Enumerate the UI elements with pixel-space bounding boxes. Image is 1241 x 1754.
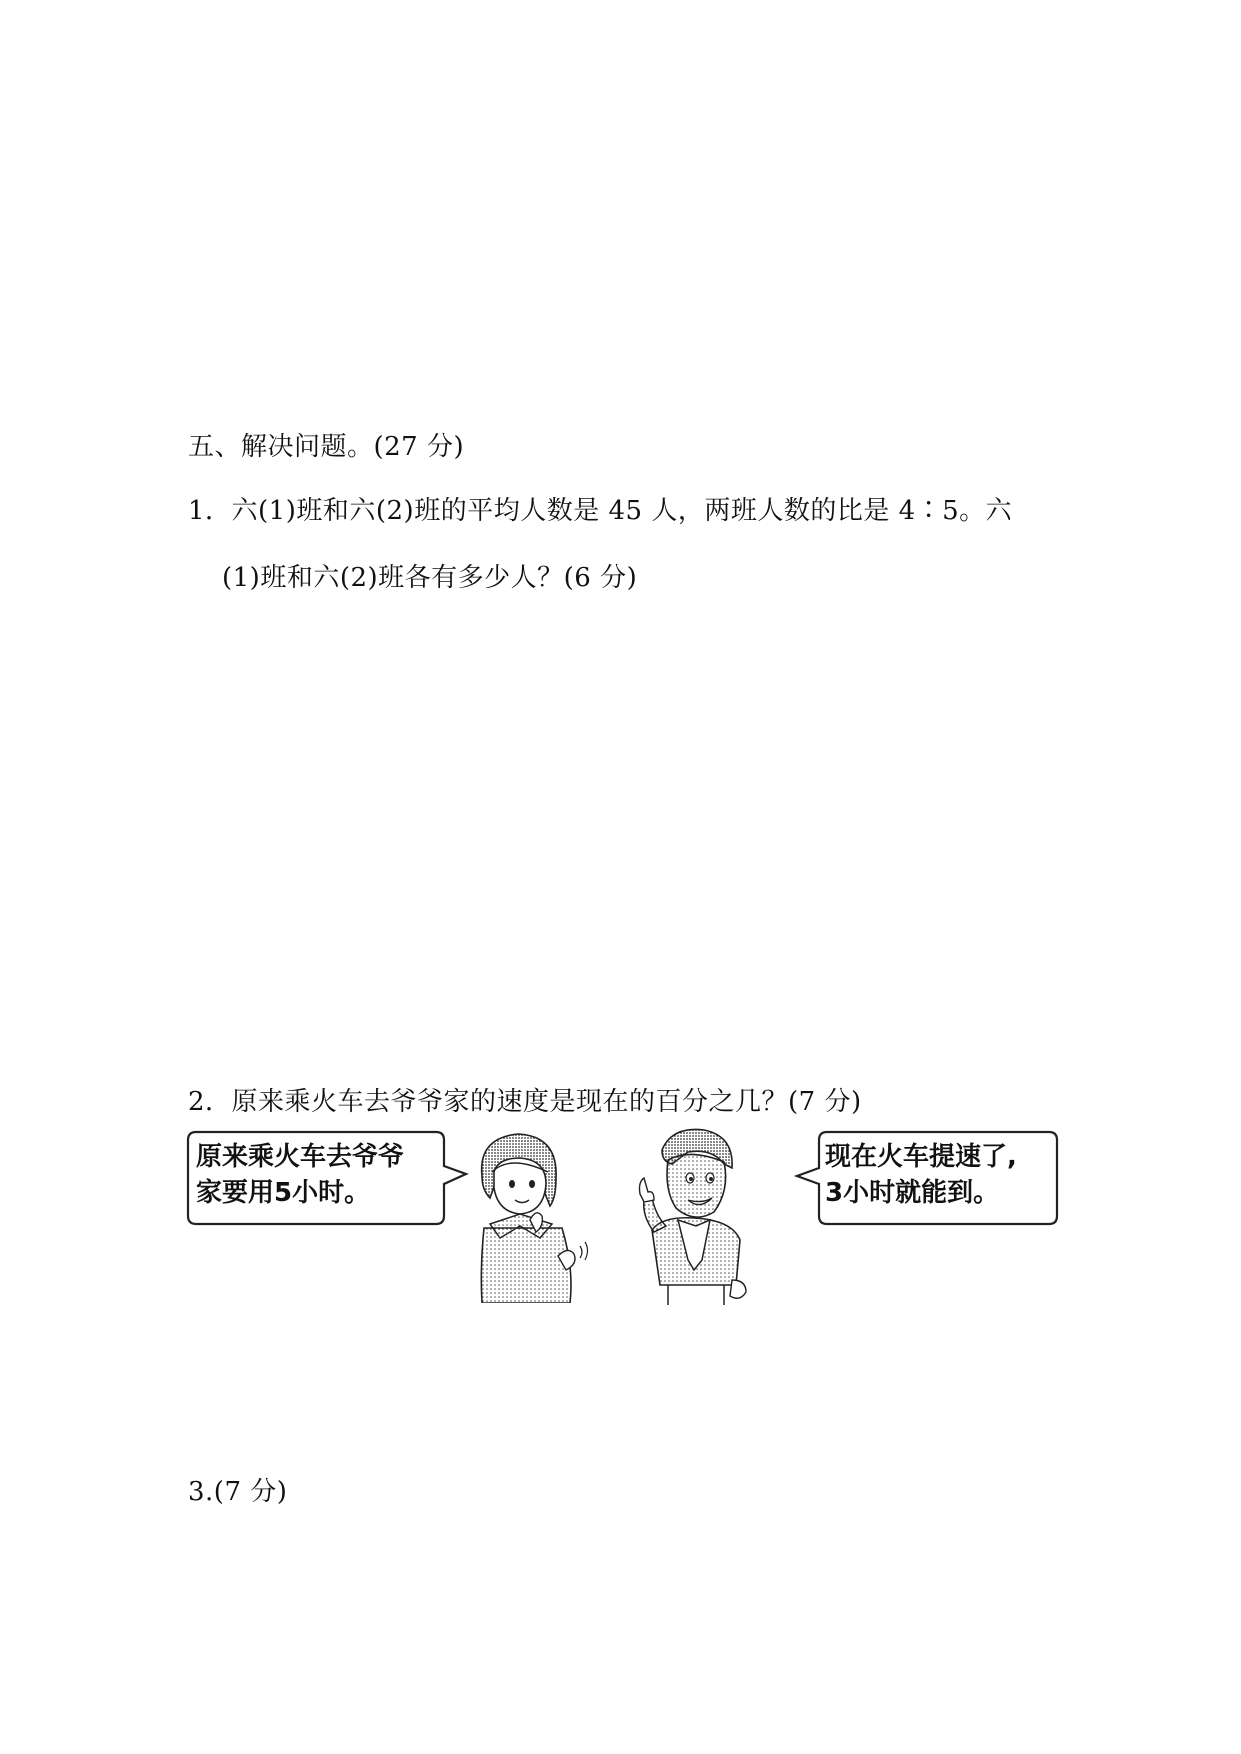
girl-bubble-line-2: 家要用5小时。 — [196, 1178, 371, 1208]
question-3-text: 3.(7 分) — [188, 1477, 288, 1507]
boy-speech-bubble — [795, 1130, 1059, 1226]
question-1-line-1: 1．六(1)班和六(2)班的平均人数是 45 人，两班人数的比是 4∶5。六 — [188, 496, 1013, 526]
boy-bubble-line-2: 3小时就能到。 — [825, 1178, 1000, 1208]
girl-speech-bubble — [186, 1130, 466, 1226]
girl-illustration — [470, 1128, 600, 1303]
question-1-line-2: (1)班和六(2)班各有多少人？(6 分) — [222, 563, 638, 593]
section-heading: 五、解决问题。(27 分) — [188, 432, 465, 462]
boy-bubble-line-1: 现在火车提速了, — [825, 1142, 1017, 1172]
boy-bubble-text — [825, 1139, 1017, 1211]
boy-illustration — [632, 1120, 762, 1305]
girl-bubble-line-1: 原来乘火车去爷爷 — [196, 1142, 405, 1172]
question-2-text: 2．原来乘火车去爷爷家的速度是现在的百分之几？(7 分) — [188, 1087, 862, 1117]
girl-bubble-text — [196, 1139, 404, 1211]
